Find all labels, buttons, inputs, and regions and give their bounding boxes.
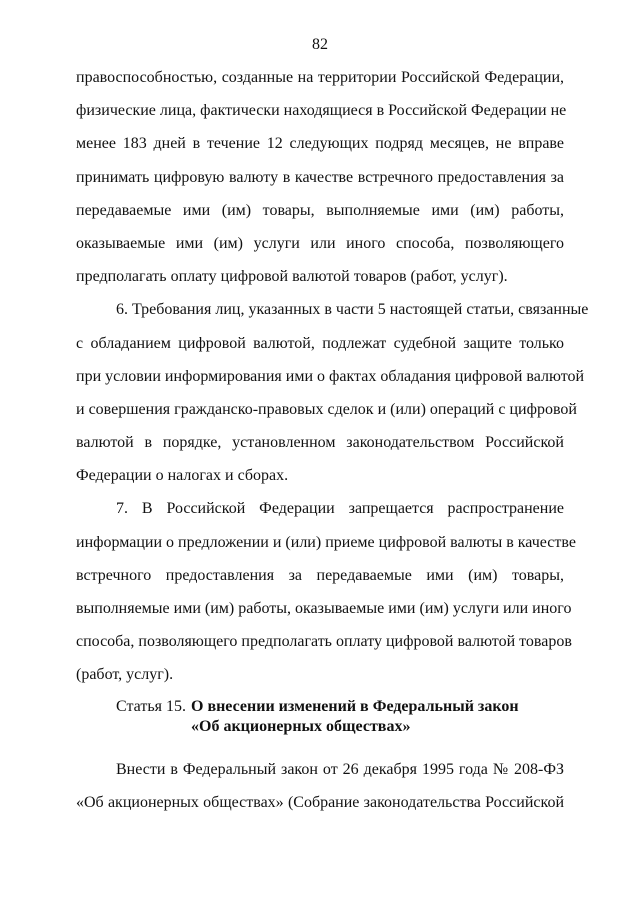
article-title-line: «Об акционерных обществах»	[191, 717, 411, 735]
text-line: 6. Требования лиц, указанных в части 5 настоящей статьи, связанные	[116, 301, 589, 319]
article-label: Статья 15.	[116, 697, 186, 715]
text-line: встречного предоставления за передаваемые ими (им) товары,	[76, 566, 564, 584]
text-line: менее 183 дней в течение 12 следующих подряд месяцев, не вправе	[76, 135, 564, 153]
text-line: выполняемые ими (им) работы, оказываемые ими (им) услуги или иного	[76, 600, 572, 617]
text-line: при условии информирования ими о фактах обладания цифровой валютой	[76, 367, 585, 385]
text-line: способа, позволяющего предполагать оплату цифровой валютой товаров	[76, 633, 572, 651]
text-line: оказываемые ими (им) услуги или иного способа, позволяющего	[76, 234, 564, 252]
text-line: Внести в Федеральный закон от 26 декабря 1995 года № 208-ФЗ	[116, 760, 564, 778]
text-line: (работ, услуг).	[76, 666, 174, 684]
paragraph-part-6	[76, 293, 589, 492]
text-line: «Об акционерных обществах» (Собрание законодательства Российской	[76, 793, 564, 811]
article-title-line: О внесении изменений в Федеральный закон	[191, 697, 519, 715]
text-line: информации о предложении и (или) приеме цифровой валюты в качестве	[76, 533, 576, 551]
text-line: и совершения гражданско-правовых сделок и (или) операций с цифровой	[76, 400, 577, 418]
text-line: с обладанием цифровой валютой, подлежат судебной защите только	[76, 334, 564, 352]
text-line: предполагать оплату цифровой валютой товаров (работ, услуг).	[76, 268, 508, 286]
article-heading	[76, 697, 564, 745]
text-line: физические лица, фактически находящиеся в Российской Федерации не	[76, 102, 567, 120]
text-line: валютой в порядке, установленном законодательством Российской	[76, 434, 564, 452]
text-line: правоспособностью, созданные на территории Российской Федерации,	[76, 69, 564, 86]
paragraph-continuation	[76, 61, 567, 293]
article-title	[191, 697, 519, 737]
text-line: принимать цифровую валюту в качестве встречного предоставления за	[76, 168, 564, 186]
page-number: 82	[312, 36, 328, 53]
text-line: 7. В Российской Федерации запрещается распространение	[116, 500, 564, 518]
document-body	[76, 61, 589, 819]
paragraph-article-15	[76, 753, 564, 819]
text-line: передаваемые ими (им) товары, выполняемые ими (им) работы,	[76, 201, 564, 219]
text-line: Федерации о налогах и сборах.	[76, 467, 289, 485]
paragraph-part-7	[76, 492, 576, 691]
